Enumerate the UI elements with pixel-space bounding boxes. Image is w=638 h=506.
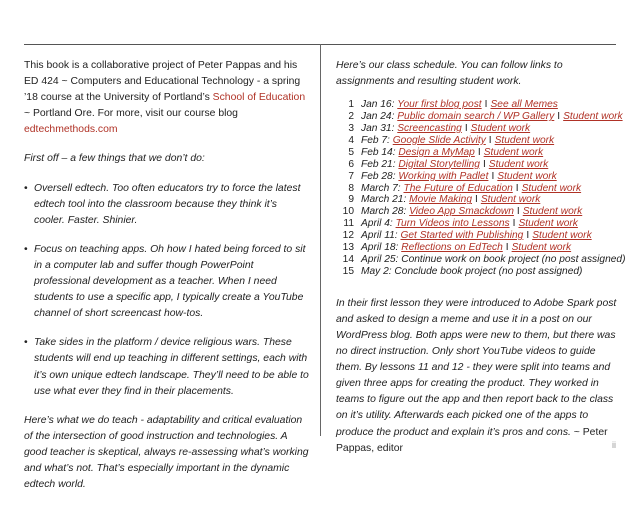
schedule-row [336,147,622,159]
student-work-link[interactable]: Student work [497,170,557,182]
schedule-entry [361,183,581,195]
separator: I [491,170,495,182]
intro-text: This book is a collaborative project of Peter Pappas and his ED 424 ~ Computers and Educational Technology - a spring ’18 course at the University of Portland’s [24,60,301,104]
schedule-row [336,218,622,230]
bullet-item [24,242,310,322]
student-work-link[interactable]: Student work [480,194,541,206]
schedule-entry [361,218,578,230]
lesson-summary-text: In their first lesson they were introduced to Adobe Spark post and asked to design a meme and use it in a post on our WordPress blog. Both apps were new to them, but there was no direct instruction. Only short YouTube videos to guide them. By lessons 11 and 12 - they were split into teams and given three apps for creating the product. They worked in teams to figure out the app and then report back to the class on it’s utility. Afterwards each picked one of the apps to produce the product and explain it’s pros and cons. [336,297,617,438]
assignment-link[interactable]: Turn Videos into Lessons [395,218,510,230]
bullet-icon: • [24,243,28,255]
schedule-date: Jan 31: [361,123,395,134]
bullet-text: Oversell edtech. Too often educators try to force the latest edtech tool into the classroom because they think it’s cooler. Faster. Shinier. [34,182,301,226]
schedule-date: Jan 16: [361,99,395,111]
student-work-link[interactable]: See all Memes [490,99,558,111]
intro-text-after: ~ Portland Ore. For more, visit our course blog [24,108,238,120]
schedule-row [336,266,622,278]
schedule-row [336,159,622,171]
schedule-row [336,99,622,111]
separator: I [516,206,520,218]
first-off-line: First off – a few things that we don’t do: [24,153,205,165]
student-work-link[interactable]: Student work [488,158,549,170]
bullet-text: Take sides in the platform / device religious wars. These students will end up teaching in different settings, each with it’s own unique edtech landscape. They’ll need to be able to use what ever they find in their placements. [34,337,309,397]
schedule-date: March 28: [361,206,407,218]
bullet-text: Focus on teaching apps. Oh how I hated being forced to sit in a computer lab and suffer though PowerPoint professional development as a teacher. When I need students to use a specific app, I typically create a YouTube channel of short screencast how-tos. [34,243,306,320]
schedule-number: 5 [348,146,354,158]
schedule-number: 4 [348,134,354,146]
schedule-row [336,183,622,195]
school-of-education-link[interactable]: School of Education [212,92,306,104]
separator: I [488,134,492,146]
assignment-link[interactable]: Working with Padlet [398,170,489,182]
schedule-note: Continue work on book project (no post assigned) [401,253,626,265]
separator: I [482,158,486,170]
separator: I [557,111,561,123]
schedule-date: April 4: [361,218,393,230]
schedule-number: 13 [342,242,354,254]
schedule-row [336,242,622,254]
schedule-number: 7 [348,170,354,182]
student-work-link[interactable]: Student work [532,230,592,242]
schedule-entry [361,135,554,147]
schedule-row [336,230,622,242]
schedule-number: 14 [342,253,354,265]
schedule-number: 1 [348,99,354,111]
assignment-link[interactable]: Video App Smackdown [409,206,514,218]
schedule-number: 2 [348,111,354,123]
bullet-icon: • [24,182,28,194]
schedule-number: 9 [348,194,354,206]
schedule-entry [361,266,582,278]
schedule-entry [361,254,625,266]
student-work-link[interactable]: Student work [483,146,544,158]
student-work-link[interactable]: Student work [518,218,578,230]
assignment-link[interactable]: The Future of Education [403,182,513,194]
schedule-date: May 2: [361,265,392,277]
schedule-date: April 11: [361,230,398,242]
schedule-date: Feb 21: [361,158,396,170]
schedule-number: 11 [343,218,354,230]
schedule-list [336,99,626,278]
assignment-link[interactable]: Get Started with Publishing [400,230,524,242]
assignment-link[interactable]: Digital Storytelling [398,158,480,170]
schedule-date: April 18: [361,242,399,254]
separator: I [477,146,481,158]
intro-paragraph [24,58,310,138]
separator: I [526,230,530,242]
student-work-link[interactable]: Student work [494,134,555,146]
schedule-entry [361,159,548,171]
blog-link[interactable]: edtechmethods.com [24,124,118,136]
separator: I [505,242,509,254]
schedule-entry [361,171,557,183]
assignment-link[interactable]: Design a MyMap [398,146,475,158]
schedule-row [336,111,622,123]
schedule-entry [361,206,582,218]
schedule-date: April 25: [361,253,399,265]
separator: I [464,123,468,134]
schedule-entry [361,242,571,254]
schedule-number: 3 [348,123,354,134]
student-work-link[interactable]: Student work [563,111,623,123]
closing-paragraph: Here’s what we do teach - adaptability and critical evaluation of the intersection of good instruction and technologies. A good teacher is skeptical, always re-assessing what’s working and what’s not. That’s especially important in the dynamic edtech world. [24,414,309,491]
schedule-number: 8 [348,182,354,194]
assignment-link[interactable]: Public domain search / WP Gallery [397,111,555,123]
schedule-row [336,135,622,147]
schedule-entry [361,147,543,159]
lesson-summary [336,296,622,457]
assignment-link[interactable]: Your first blog post [397,99,482,111]
schedule-date: March 7: [361,182,401,194]
schedule-date: Jan 24: [361,111,395,123]
schedule-row [336,194,622,206]
column-divider [320,44,321,436]
assignment-link[interactable]: Google Slide Activity [392,134,486,146]
separator: I [515,182,519,194]
schedule-row [336,123,622,135]
schedule-date: March 21: [361,194,407,206]
schedule-date: Feb 14: [361,146,396,158]
schedule-row [336,206,622,218]
schedule-number: 6 [348,158,354,170]
schedule-number: 15 [342,265,354,277]
schedule-entry [361,194,540,206]
schedule-entry [361,230,592,242]
bullet-icon: • [24,337,28,349]
student-work-link[interactable]: Student work [511,242,572,254]
student-work-link[interactable]: Student work [521,182,582,194]
schedule-row [336,253,626,266]
schedule-row [336,171,622,183]
schedule-number: 10 [342,206,354,218]
schedule-number: 12 [342,230,354,242]
assignment-link[interactable]: Movie Making [409,194,472,206]
schedule-entry [361,99,558,111]
student-work-link[interactable]: Student work [522,206,583,218]
page-number: ii [612,440,616,450]
schedule-intro: Here’s our class schedule. You can follow links to assignments and resulting student work. [336,60,563,88]
schedule-entry [361,123,530,135]
student-work-link[interactable]: Student work [470,123,531,134]
schedule-date: Feb 7: [361,134,390,146]
separator: I [484,99,488,111]
bullet-item [24,335,310,399]
separator: I [475,194,478,206]
schedule-date: Feb 28: [361,170,396,182]
editor-signature: ~ Peter Pappas, editor [336,426,608,454]
right-column [336,58,626,457]
schedule-note: Conclude book project (no post assigned) [394,265,583,277]
left-column [24,58,310,506]
bullet-item [24,181,310,229]
schedule-entry [361,111,623,123]
assignment-link[interactable]: Screencasting [397,123,462,134]
separator: I [512,218,516,230]
assignment-link[interactable]: Reflections on EdTech [401,242,503,254]
